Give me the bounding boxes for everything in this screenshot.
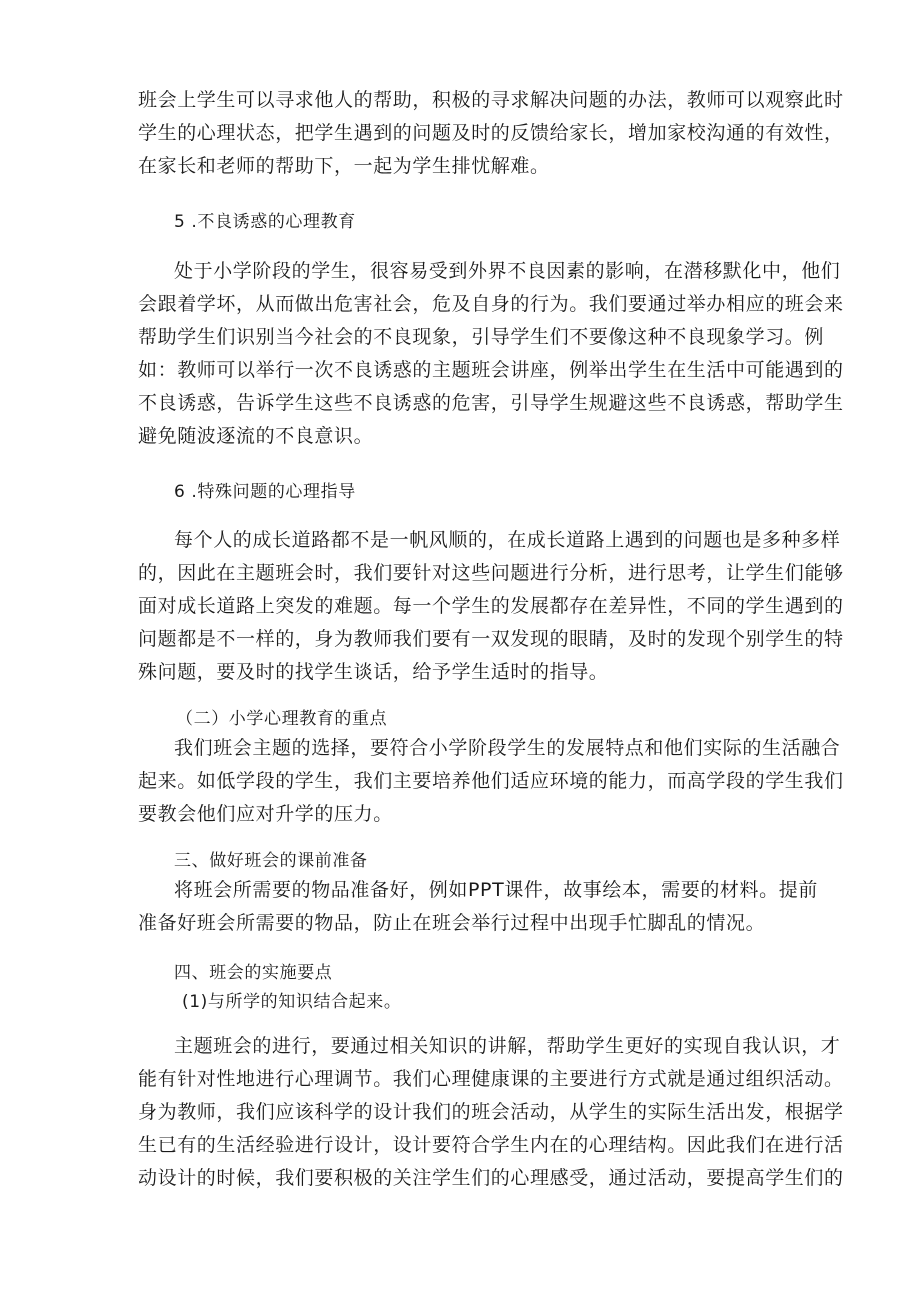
text-line: 每个人的成长道路都不是一帆风顺的，在成长道路上遇到的问题也是多种多样 [174, 529, 841, 551]
text-line: 面对成长道路上突发的难题。每一个学生的发展都存在差异性，不同的学生遇到的 [138, 595, 844, 617]
section-heading-6: 6 .特殊问题的心理指导 [174, 482, 356, 502]
subheading-4-1: (1)与所学的知识结合起来。 [182, 992, 402, 1012]
text-line: 学生的心理状态，把学生遇到的问题及时的反馈给家长，增加家校沟通的有效性， [138, 122, 844, 144]
text-line: 起来。如低学段的学生，我们主要培养他们适应环境的能力，而高学段的学生我们 [138, 770, 844, 792]
text-line: 帮助学生们识别当今社会的不良现象，引导学生们不要像这种不良现象学习。例 [138, 326, 825, 348]
text-line: 会跟着学坏，从而做出危害社会，危及自身的行为。我们要通过举办相应的班会来 [138, 293, 844, 315]
text-line: 班会上学生可以寻求他人的帮助，积极的寻求解决问题的办法，教师可以观察此时 [138, 89, 844, 111]
text-line: 我们班会主题的选择，要符合小学阶段学生的发展特点和他们实际的生活融合 [174, 737, 841, 759]
section-heading-2: （二）小学心理教育的重点 [176, 709, 388, 729]
text-line: 能有针对性地进行心理调节。我们心理健康课的主要进行方式就是通过组织活动。 [138, 1068, 844, 1090]
text-line: 身为教师，我们应该科学的设计我们的班会活动，从学生的实际生活出发，根据学 [138, 1101, 844, 1123]
text-line: 将班会所需要的物品准备好，例如PPT课件，故事绘本，需要的材料。提前 [174, 879, 818, 901]
text-line: 的，因此在主题班会时，我们要针对这些问题进行分析，进行思考，让学生们能够 [138, 562, 844, 584]
text-line: 殊问题，要及时的找学生谈话，给予学生适时的指导。 [138, 661, 609, 683]
text-line: 问题都是不一样的，身为教师我们要有一双发现的眼睛，及时的发现个别学生的特 [138, 628, 844, 650]
text-line: 要教会他们应对升学的压力。 [138, 803, 393, 825]
section-heading-5: 5 .不良诱惑的心理教育 [174, 212, 356, 232]
text-line: 避免随波逐流的不良意识。 [138, 425, 374, 447]
text-line: 动设计的时候，我们要积极的关注学生们的心理感受，通过活动，要提高学生们的 [138, 1167, 844, 1189]
text-line: 准备好班会所需要的物品，防止在班会举行过程中出现手忙脚乱的情况。 [138, 912, 766, 934]
text-line: 处于小学阶段的学生，很容易受到外界不良因素的影响，在潜移默化中，他们 [174, 260, 841, 282]
text-line: 不良诱惑，告诉学生这些不良诱惑的危害，引导学生规避这些不良诱惑，帮助学生 [138, 392, 844, 414]
section-heading-3: 三、做好班会的课前准备 [174, 851, 368, 871]
text-line: 生已有的生活经验进行设计，设计要符合学生内在的心理结构。因此我们在进行活 [138, 1134, 844, 1156]
text-line: 在家长和老师的帮助下，一起为学生排忧解难。 [138, 155, 550, 177]
text-line: 如：教师可以举行一次不良诱惑的主题班会讲座，例举出学生在生活中可能遇到的 [138, 359, 844, 381]
section-heading-4: 四、班会的实施要点 [174, 963, 333, 983]
text-line: 主题班会的进行，要通过相关知识的讲解，帮助学生更好的实现自我认识，才 [174, 1035, 841, 1057]
